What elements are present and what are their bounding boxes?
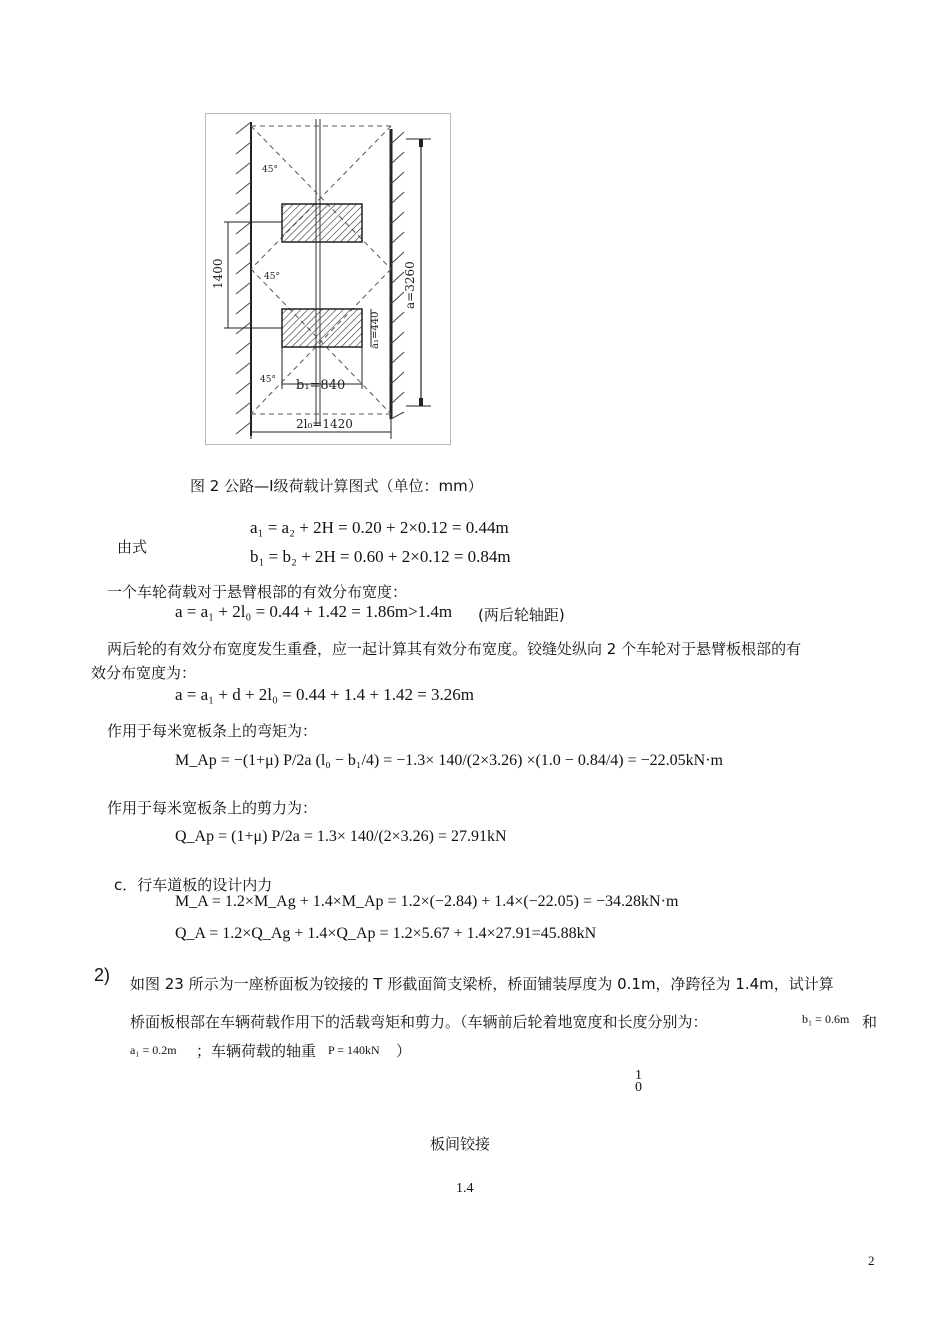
angle-label-top: 45°	[262, 165, 278, 175]
question-line-3: ；车辆荷载的轴重	[196, 1042, 317, 1060]
equation-a-single: a = a₁ + 2l₀ = 0.44 + 1.42 = 1.86m>1.4m	[175, 602, 453, 621]
equation-design-shear: Q_A = 1.2×Q_Ag + 1.4×Q_Ap = 1.2×5.67 + 1.4×27.91=45.88kN	[175, 925, 597, 942]
equation-a-single-note: (两后轮轴距)	[478, 606, 565, 624]
question-close-paren: ）	[396, 1042, 412, 1060]
paragraph-overlap-2: 效分布宽度为：	[91, 664, 197, 682]
from-formula-label: 由式	[117, 538, 148, 556]
equation-moment: M_Ap = −(1+μ) P/2a (l₀ − b₁/4) = −1.3× 140/(2×3.26) ×(1.0 − 0.84/4) = −22.05kN·m	[175, 752, 723, 769]
figure-caption: 图 2 公路—Ⅰ级荷载计算图式（单位：mm）	[190, 477, 483, 495]
paragraph-overlap-1: 两后轮的有效分布宽度发生重叠，应一起计算其有效分布宽度。铰缝处纵向 2 个车轮对于悬臂板根部的有	[107, 640, 802, 658]
figure-label-span: 1.4	[456, 1181, 474, 1196]
question-a1-value: a₁ = 0.2m	[130, 1043, 177, 1057]
figure-label-hinge: 板间铰接	[430, 1135, 491, 1153]
equation-b1: b₁ = b₂ + 2H = 0.60 + 2×0.12 = 0.84m	[250, 547, 511, 566]
equation-design-moment: M_A = 1.2×M_Ag + 1.4×M_Ap = 1.2×(−2.84) + 1.4×(−22.05) = −34.28kN·m	[175, 893, 679, 910]
fraction-bottom: 0	[635, 1080, 642, 1095]
question-number: 2)	[94, 965, 111, 985]
dim-label-b1: b₁=840	[296, 378, 346, 393]
paragraph-effective-width-single: 一个车轮荷载对于悬臂根部的有效分布宽度：	[107, 583, 408, 601]
dim-label-1400: 1400	[211, 258, 225, 289]
dim-label-a: a=3260	[403, 261, 417, 309]
load-diagram-figure	[205, 113, 451, 445]
question-b1-value: b₁ = 0.6m	[802, 1012, 850, 1026]
dim-label-a1: a₁=440	[370, 311, 381, 349]
paragraph-shear: 作用于每米宽板条上的剪力为：	[107, 799, 318, 817]
question-line-2: 桥面板根部在车辆荷载作用下的活载弯矩和剪力。（车辆前后轮着地宽度和长度分别为：	[130, 1013, 708, 1031]
paragraph-design-force: c．行车道板的设计内力	[114, 876, 273, 894]
question-p-value: P = 140kN	[328, 1043, 380, 1057]
question-and: 和	[862, 1013, 878, 1031]
load-diagram-svg	[206, 114, 450, 444]
equation-a-double: a = a₁ + d + 2l₀ = 0.44 + 1.4 + 1.42 = 3.26m	[175, 685, 475, 704]
fraction-top: 1	[635, 1068, 642, 1083]
equation-shear: Q_Ap = (1+μ) P/2a = 1.3× 140/(2×3.26) = 27.91kN	[175, 828, 507, 845]
dim-label-2l0: 2l₀=1420	[296, 417, 353, 431]
question-line-1: 如图 23 所示为一座桥面板为铰接的 T 形截面简支梁桥，桥面铺装厚度为 0.1m，净跨径为 1.4m，试计算	[130, 975, 834, 993]
equation-a1: a₁ = a₂ + 2H = 0.20 + 2×0.12 = 0.44m	[250, 518, 509, 537]
paragraph-moment: 作用于每米宽板条上的弯矩为：	[107, 722, 318, 740]
angle-label-bottom: 45°	[260, 375, 276, 385]
page-number: 2	[868, 1253, 875, 1268]
angle-label-mid: 45°	[264, 272, 280, 282]
